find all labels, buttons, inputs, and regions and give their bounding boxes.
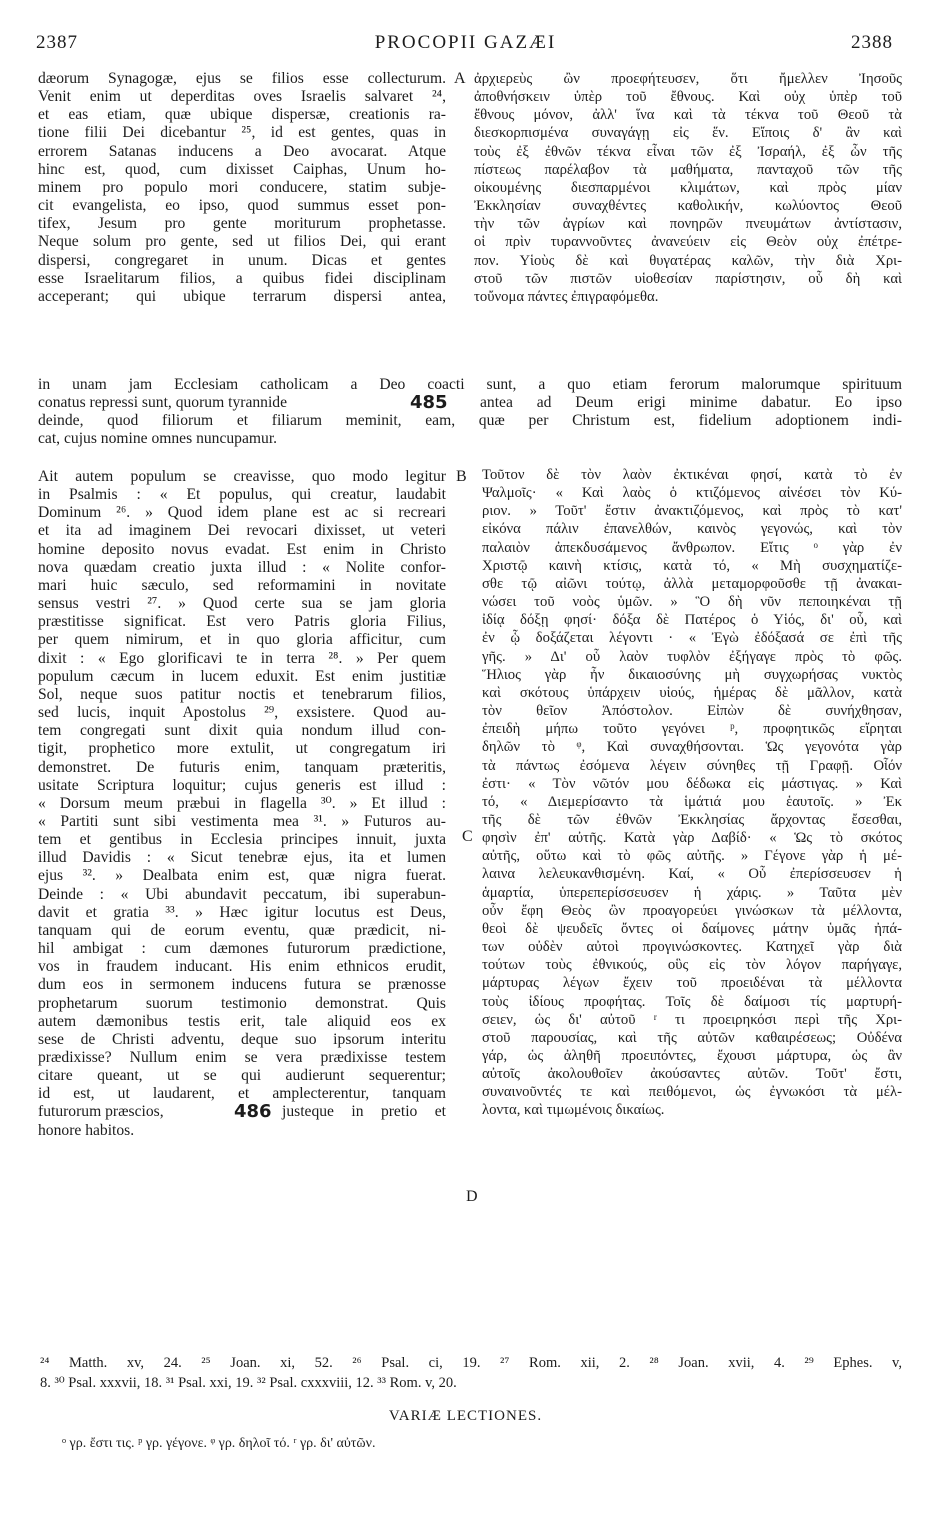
text-line: ἀρχιερεὺς ὢν προεφήτευσεν, ὅτι ἤμελλεν Ἰησοῦς xyxy=(474,71,902,87)
text-line: των οὐδὲν αὐτοὶ προγινώσκοντες. Κατηχεῖ γὰρ διὰ xyxy=(482,939,902,956)
text-line: usitate Scriptura loquitur; cujus generis est illud : xyxy=(38,776,446,794)
text-line: θεοὶ δὲ ψευδεῖς ὄντες οἱ δαίμονες μάτην ὑμᾶς ἠπά- xyxy=(482,920,902,937)
text-line: οὖν ἔφη Θεὸς ὢν προαγορεύει γινώσκων τὰ μέλλοντα, xyxy=(482,902,902,919)
text-line: μάρτυρας λέγων ἔχειν τοῦ προειδέναι τὰ μέλλοντα xyxy=(482,975,902,992)
text-line: dæorum Synagogæ, ejus se filios esse collecturum. xyxy=(38,70,446,87)
section-marker-b: B xyxy=(456,468,467,485)
text-line: Χριστῷ καινὴ κτίσις, κατὰ τό, « Μὴ συσχηματίζε- xyxy=(482,557,902,574)
text-line: στοῦ τῶν πιστῶν υἱοθεσίαν παρίστησιν, οὗ δὴ καὶ xyxy=(474,270,902,287)
text-line: cit evangelista, eo ipso, quod summus esset pon- xyxy=(38,197,446,215)
text-line: esse Israelitarum filios, a quibus fidei disciplinam xyxy=(38,269,446,287)
column-number-486: 486 xyxy=(234,1103,272,1122)
text-line: sensus vestri ²⁷. » Quod certe sua se jam gloria xyxy=(38,595,446,613)
text-line: « Dorsum meum præbui in flagella ³⁰. » Et illud : xyxy=(38,794,446,812)
text-line: πον. Υἱοὺς δὲ καὶ θυγατέρας καλῶν, τὴν διὰ Χρι- xyxy=(474,252,902,269)
text-line: davit et gratia ³³. » Hæc igitur locutus est Deus, xyxy=(38,903,446,921)
text-line: hinc est, quod, cum dixisset Caiphas, Unum ho- xyxy=(38,160,446,178)
footnotes xyxy=(40,1353,902,1393)
text-line: διεσκορπισμένα συναγάγῃ εἰς ἕν. Εἴποις δ' ἂν καὶ xyxy=(474,125,902,142)
text-line: in Psalmis : « Et populus, qui creatur, laudabit xyxy=(38,486,446,504)
footnote-line: 8. ³⁰ Psal. xxxvii, 18. ³¹ Psal. xxi, 19. ³² Psal. cxxxviii, 12. ³³ Rom. v, 20. xyxy=(40,1375,457,1391)
text-line: in unam jam Ecclesiam catholicam a Deo coacti sunt, a quo etiam ferorum malorumque spirituum xyxy=(38,376,902,393)
text-line: acceperant; qui ubique terrarum dispersi antea, xyxy=(38,287,446,305)
latin-column-b xyxy=(38,468,446,1140)
text-line: τό, « Διεμερίσαντο τὰ ἱμάτιά μου ἑαυτοῖς. » Ἐκ xyxy=(482,793,902,810)
full-width-paragraph xyxy=(38,376,902,449)
text-line: οἰκουμένης διεσπαρμένοι κλιμάτων, καὶ πρὸς μίαν xyxy=(474,179,902,196)
text-line: τοὺς ἰδίους προφήτας. Τοῖς δὲ δαίμοσι τίς μαρτυρή- xyxy=(482,993,902,1010)
text-line: ἰδίᾳ δόξῃ φησί· δόξα δὲ Πατέρος ὁ Υἱός, δι' οὗ, καὶ xyxy=(482,612,902,629)
text-line: γῆς. » Δι' οὗ λαὸν τυφλὸν ἐξήγαγε πρὸς τὸ φῶς. xyxy=(482,648,902,665)
text-line: Deinde : « Ubi abundavit peccatum, ibi superabun- xyxy=(38,885,446,903)
section-marker-c: C xyxy=(462,828,473,845)
text-line: φησὶν ἐπ' αὐτῆς. Κατὰ γὰρ Δαβίδ· « Ὡς τὸ σκότος xyxy=(482,830,902,847)
text-line: σειεν, ὡς δι' αὐτοῦ ʳ τι προειρηκόσι περὶ τῆς Χρι- xyxy=(482,1011,902,1028)
text-line: τῆς δὲ τῶν ἐθνῶν Ἐκκλησίας ἄρχοντας ἔσεσθαι, xyxy=(482,811,902,828)
right-page-number: 2388 xyxy=(851,32,893,53)
text-line-part: futurorum præscios, xyxy=(38,1103,164,1121)
text-line: citare queant, ut se qui audierunt sequerentur; xyxy=(38,1067,446,1085)
text-line: οἱ πρὶν τυραννοῦντες ἀνανεύειν εἰς Θεὸν οὐχ ἐπέτρε- xyxy=(474,234,902,251)
text-line: ἀποθνήσκειν ὑπὲρ τοῦ ἔθνους. Καὶ οὐχ ὑπὲρ τοῦ xyxy=(474,89,902,106)
text-line: dispersi, congregaret in unum. Dicas et gentes xyxy=(38,251,446,269)
text-line: errorem Satanas inducens a Deo avocarat. Atque xyxy=(38,142,446,160)
text-line: tanquam qui de eorum eventu, quæ prædicit, ni- xyxy=(38,921,446,939)
text-line: id est, ut laudarent, et amplecterentur, tanquam xyxy=(38,1085,446,1103)
text-line: prædixisse? Nullum enim se vera prædixisse testem xyxy=(38,1049,446,1066)
text-line: minem pro populo mori conducere, statim subje- xyxy=(38,178,446,196)
text-line: γάρ, ὡς ἀληθῆ προειπόντες, ἔχουσι μάρτυρα, ὡς ἂν xyxy=(482,1048,902,1064)
text-line: ἁμαρτία, ὑπερεπερίσσευσεν ἡ χάρις. » Ταῦτα μὲν xyxy=(482,884,902,901)
text-line: νώσει τοῦ νοὸς ὑμῶν. » Ὃ δὴ νῦν πεποιηκέναι τῇ xyxy=(482,594,902,611)
text-line: εἰκόνα πάλιν ἐπανελθών, καινὸς γεγονώς, καὶ τὸν xyxy=(482,521,902,538)
section-marker-a: A xyxy=(454,70,466,87)
text-line: prophetarum suorum testimonio demonstrat. Quis xyxy=(38,994,446,1012)
text-line-part: justeque in pretio et xyxy=(282,1103,446,1121)
text-line-part: antea ad Deum erigi minime dabatur. Eo ipso xyxy=(480,394,902,412)
text-line: tione filii Dei dicebantur ²⁵, id est gentes, quas in xyxy=(38,124,446,142)
text-line: Neque solum pro gente, sed ut filios Dei, qui erant xyxy=(38,233,446,251)
text-line: demonstret. De futuris enim, tanquam præteritis, xyxy=(38,758,446,776)
greek-column-a xyxy=(474,70,902,306)
text-line: homine deposito novus evadat. Est enim in Christo xyxy=(38,540,446,558)
text-line: mari huic sæculo, sed reformamini in novitate xyxy=(38,576,446,594)
text-line: λαινα λελευκανθισμένη. Καί, « Οὗ ἐπερίσσευσεν ἡ xyxy=(482,866,902,883)
text-line: vos in fraudem inducant. His enim ethnicos erudit, xyxy=(38,958,446,976)
text-line: καὶ σκότους ὑπάρχειν υἱούς, ἡμέρας δὲ μᾶλλον, κατὰ xyxy=(482,684,902,701)
text-line: Venit enim ut deperditas oves Israelis salvaret ²⁴, xyxy=(38,88,446,106)
text-line: τὸν θεῖον Ἀπόστολον. Εἰπὼν δὲ συνήχθησαν, xyxy=(482,703,902,720)
column-number-485: 485 xyxy=(410,394,448,413)
text-line: per quem nimirum, et in quo gloria afficitur, cum xyxy=(38,631,446,649)
text-line: deinde, quod filiorum et filiarum meminit, eam, quæ per Christum est, fidelium adoptionem indi- xyxy=(38,412,902,430)
text-line: populum cæcum in lucem eduxit. Est enim justitiæ xyxy=(38,667,446,685)
text-line: tem congregati sunt dixit quia nondum illud con- xyxy=(38,722,446,740)
greek-column-b xyxy=(482,466,902,1120)
text-line: Ἐκκλησίαν συναχθέντες καθολικήν, κωλύοντος Θεοῦ xyxy=(474,198,902,215)
text-line: dixit : « Ego glorificavi te in terra ²⁸. » Per quem xyxy=(38,649,446,667)
text-line: σθε τῷ αἰῶνι τούτῳ, ἀλλὰ μεταμορφοῦσθε τῇ ἀνακαι- xyxy=(482,575,902,592)
text-line: autem dæmonibus testis erit, tale aliquid eos ex xyxy=(38,1012,446,1030)
text-line: « Partiti sunt sibi vestimenta mea ³¹. » Futuros au- xyxy=(38,812,446,830)
text-line: Τοῦτον δὲ τὸν λαὸν ἐκτικέναι φησί, κατὰ τὸ ἐν xyxy=(482,467,902,483)
text-line: ἐν ᾧ δοξάζεται λέγοντι · « Ἐγὼ ἐδόξασά σε ἐπὶ τῆς xyxy=(482,630,902,647)
text-line: συναινοῦντές τε καὶ πειθόμενοι, ὡς ἐγνωκόσι τὰ μέλ- xyxy=(482,1084,902,1101)
text-line: et ita ad imaginem Dei revocari dixisset, ut veteri xyxy=(38,522,446,540)
text-line: et eas etiam, quæ ubique dispersæ, creationis ra- xyxy=(38,106,446,124)
text-line: præstitisse significat. Est vero Patris gloria Filius, xyxy=(38,613,446,631)
left-page-number: 2387 xyxy=(36,32,78,53)
text-line: nova quædam creatio juxta illud : « Nolite confor- xyxy=(38,558,446,576)
text-line: tifex, Jesum pro gente moriturum prophetasse. xyxy=(38,215,446,233)
running-title: PROCOPII GAZÆI xyxy=(374,32,557,53)
text-line: tem et gentibus in Ecclesia principes innuit, juxta xyxy=(38,831,446,849)
text-line xyxy=(38,394,902,412)
variae-lectiones-text: ᵒ γρ. ἔστι τις. ᵖ γρ. γέγονε. ᵠ γρ. δηλοῖ τό. ʳ γρ. δι' αὐτῶν. xyxy=(62,1436,376,1451)
text-line: Ἥλιος γὰρ ἦν δικαιοσύνης μὴ συγχωρήσας νυκτὸς xyxy=(482,666,902,683)
text-line: λοντα, καὶ τιμωμένοις δικαίως. xyxy=(482,1102,665,1119)
text-line: τοὔνομα πάντες ἐπιγραφόμεθα. xyxy=(474,288,659,305)
text-line: παλαιὸν ἀπεκδυσάμενος ἄνθρωπον. Εἴτις ᵒ γὰρ ἐν xyxy=(482,539,902,556)
text-line: ἐπειδὴ μήπω τοῦτο γεγόνει ᵖ, προφητικῶς εἴρηται xyxy=(482,721,902,738)
latin-column-a xyxy=(38,70,446,306)
text-line-part: conatus repressi sunt, quorum tyrannide xyxy=(38,394,288,412)
footnote-line: ²⁴ Matth. xv, 24. ²⁵ Joan. xi, 52. ²⁶ Psal. ci, 19. ²⁷ Rom. xii, 2. ²⁸ Joan. xvii, 4. ²⁹ Ephes. v, xyxy=(40,1355,902,1371)
text-line: δηλῶν τὸ ᵠ, Καὶ συναχθήσονται. Ὡς γεγονότα γὰρ xyxy=(482,739,902,756)
text-line: ριον. » Τοῦτ' ἔστιν ἀνακτιζόμενος, καὶ πρὸς τὸ κατ' xyxy=(482,503,902,520)
text-line: honore habitos. xyxy=(38,1121,135,1139)
text-line: sese de Christi adventu, deque suo ipsorum interitu xyxy=(38,1030,446,1048)
text-line xyxy=(38,1103,446,1121)
text-line: Dominum ²⁶. » Quod idem plane est ac si recreari xyxy=(38,504,446,522)
text-line: sed lucis, inquit Apostolus ²⁹, exsistere. Quod au- xyxy=(38,704,446,722)
text-line: αὐτοῖς ἀκολουθοῖεν ἀκούσαντες αὐτῶν. Τοῦτ' ἔστι, xyxy=(482,1066,902,1083)
section-marker-d: D xyxy=(466,1188,478,1205)
text-line: τὴν τῶν ἀγρίων καὶ πονηρῶν πνευμάτων ἀντίστασιν, xyxy=(474,216,902,233)
text-line: πίστεως παρέλαβον τὰ μαθήματα, πανταχοῦ τῶν τῆς xyxy=(474,161,902,178)
text-line: ejus ³². » Dealbata enim est, quæ nigra fuerat. xyxy=(38,867,446,885)
text-line: cat, cujus nomine omnes nuncupamur. xyxy=(38,430,278,448)
text-line: στοῦ παρουσίας, καὶ τῆς αὐτῶν καθαιρέσεως; Οὐδένα xyxy=(482,1029,902,1046)
text-line: Ψαλμοῖς· « Καὶ λαὸς ὁ κτιζόμενος αἰνέσει τὸν Κύ- xyxy=(482,485,902,502)
text-line: τούτων τοὺς ἐθνικούς, οὓς εἰς τὸν λόγον παρήγαγε, xyxy=(482,957,902,974)
text-line: Ait autem populum se creavisse, quo modo legitur xyxy=(38,468,446,485)
text-line: Sol, neque suos patitur noctis et tenebrarum filios, xyxy=(38,685,446,703)
text-line: ἔθνους μόνον, ἀλλ' ἵνα καὶ τὰ τέκνα τοῦ Θεοῦ τὰ xyxy=(474,107,902,124)
text-line: hil ambigat : cum dæmones futurorum prædictione, xyxy=(38,940,446,958)
text-line: tigit, prophetico more extulit, ut congregatum iri xyxy=(38,740,446,758)
text-line: αὐτῆς, οὕτω καὶ τὸ φῶς αὐτῆς. » Γέγονε γὰρ ἡ μέ- xyxy=(482,848,902,865)
text-line: dum eos in sermonem inducens futura se prænosse xyxy=(38,976,446,994)
text-line: ἐστι· « Τὸν νῶτόν μου δέδωκα εἰς μάστιγας. » Καὶ xyxy=(482,775,902,792)
text-line: τὰ πάντως ἐσόμενα λέγειν σύνηθες τῇ Γραφῇ. Οἷόν xyxy=(482,757,902,774)
text-line: illud Davidis : « Sicut tenebræ ejus, ita et lumen xyxy=(38,849,446,867)
variae-lectiones-title: VARIÆ LECTIONES. xyxy=(388,1408,543,1424)
text-line: τοὺς ἐξ ἐθνῶν τέκνα εἶναι τῶν ἐξ Ἰσραήλ, ἐξ ὧν τῆς xyxy=(474,143,902,160)
